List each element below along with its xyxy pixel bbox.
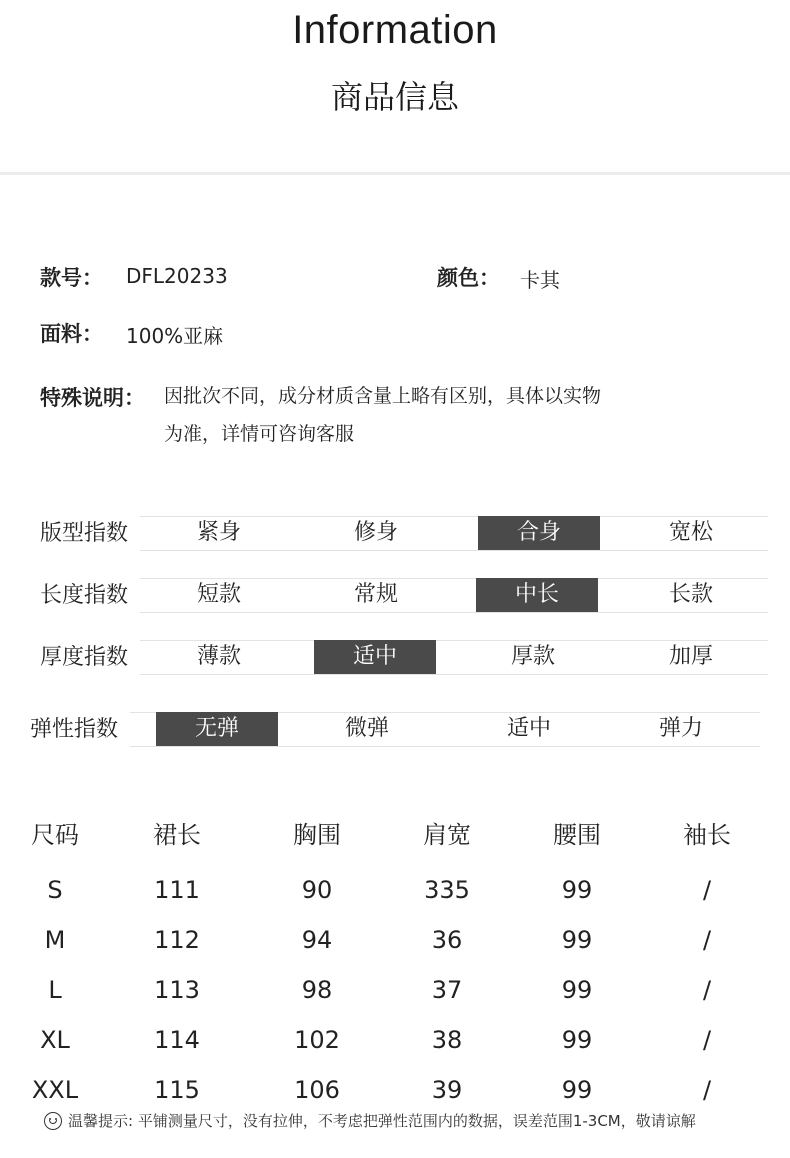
table-cell: 36 [431,926,463,954]
tip-bar [44,1110,696,1131]
index-option: 短款 [196,582,241,607]
index-option: 适中 [506,716,551,741]
table-cell: 113 [154,976,200,1004]
index-row-bottom-line [130,746,760,747]
index-row [0,516,790,552]
table-header-cell: 胸围 [293,821,341,849]
table-header-cell: 肩宽 [423,821,471,849]
table-header-cell: 腰围 [553,821,601,849]
index-option: 修身 [353,520,398,545]
smile-icon [44,1112,62,1130]
table-header-cell: 袖长 [683,821,731,849]
index-option-selected: 合身 [478,516,600,550]
table-cell: 102 [294,1026,340,1054]
special-note-line2: 为准，详情可咨询客服 [164,423,355,445]
index-row-label: 弹性指数 [30,717,119,742]
table-cell: 39 [431,1076,463,1104]
header-divider [0,172,790,175]
table-cell: / [702,976,712,1004]
index-row-bottom-line [140,674,768,675]
index-option: 弹力 [658,716,703,741]
table-size-cell: M [44,926,66,954]
style-number-label: 款号： [40,266,103,290]
table-cell: / [702,926,712,954]
index-row [0,578,790,614]
table-cell: 99 [561,876,593,904]
tip-text: 温馨提示: 平铺测量尺寸，没有拉伸，不考虑把弹性范围内的数据，误差范围1-3CM，敬请谅解 [68,1112,696,1130]
index-option: 微弹 [344,716,389,741]
table-cell: 106 [294,1076,340,1104]
index-option-selected: 适中 [314,640,436,674]
index-option-selected: 无弹 [156,712,278,746]
index-row [0,712,790,748]
title-english: Information [292,8,498,52]
style-number-value: DFL20233 [126,264,228,288]
table-cell: 114 [154,1026,200,1054]
table-size-cell: XXL [31,1076,79,1104]
table-cell: 112 [154,926,200,954]
table-cell: 38 [431,1026,463,1054]
table-size-cell: XL [40,1026,70,1054]
special-note-label: 特殊说明： [40,386,145,410]
index-option: 常规 [353,582,398,607]
index-row-bottom-line [140,550,768,551]
index-option-selected: 中长 [476,578,598,612]
table-cell: 99 [561,976,593,1004]
index-option: 加厚 [668,644,713,669]
table-header-cell: 裙长 [153,821,201,849]
color-label: 颜色： [437,266,500,290]
table-cell: 98 [301,976,333,1004]
table-cell: 335 [424,876,470,904]
color-value: 卡其 [520,268,560,292]
table-size-cell: S [47,876,63,904]
special-note-line1: 因批次不同，成分材质含量上略有区别，具体以实物 [164,385,602,407]
table-cell: 111 [154,876,200,904]
index-row [0,640,790,676]
index-row-label: 厚度指数 [40,645,129,670]
table-cell: 37 [431,976,463,1004]
fabric-value: 100%亚麻 [126,324,224,348]
table-header-cell: 尺码 [31,821,79,849]
title-chinese: 商品信息 [330,78,459,116]
table-cell: 99 [561,1076,593,1104]
table-cell: / [702,1026,712,1054]
index-row-label: 版型指数 [40,521,129,546]
table-cell: 99 [561,1026,593,1054]
table-cell: 115 [154,1076,200,1104]
table-cell: 99 [561,926,593,954]
index-option: 长款 [668,582,713,607]
index-row-bottom-line [140,612,768,613]
index-option: 宽松 [668,520,713,545]
table-cell: 90 [301,876,333,904]
table-cell: / [702,876,712,904]
index-option: 薄款 [196,644,241,669]
table-cell: / [702,1076,712,1104]
fabric-label: 面料： [40,322,103,346]
index-option: 厚款 [510,644,555,669]
index-option: 紧身 [196,520,241,545]
table-size-cell: L [48,976,62,1004]
index-row-label: 长度指数 [40,583,129,608]
table-cell: 94 [301,926,333,954]
